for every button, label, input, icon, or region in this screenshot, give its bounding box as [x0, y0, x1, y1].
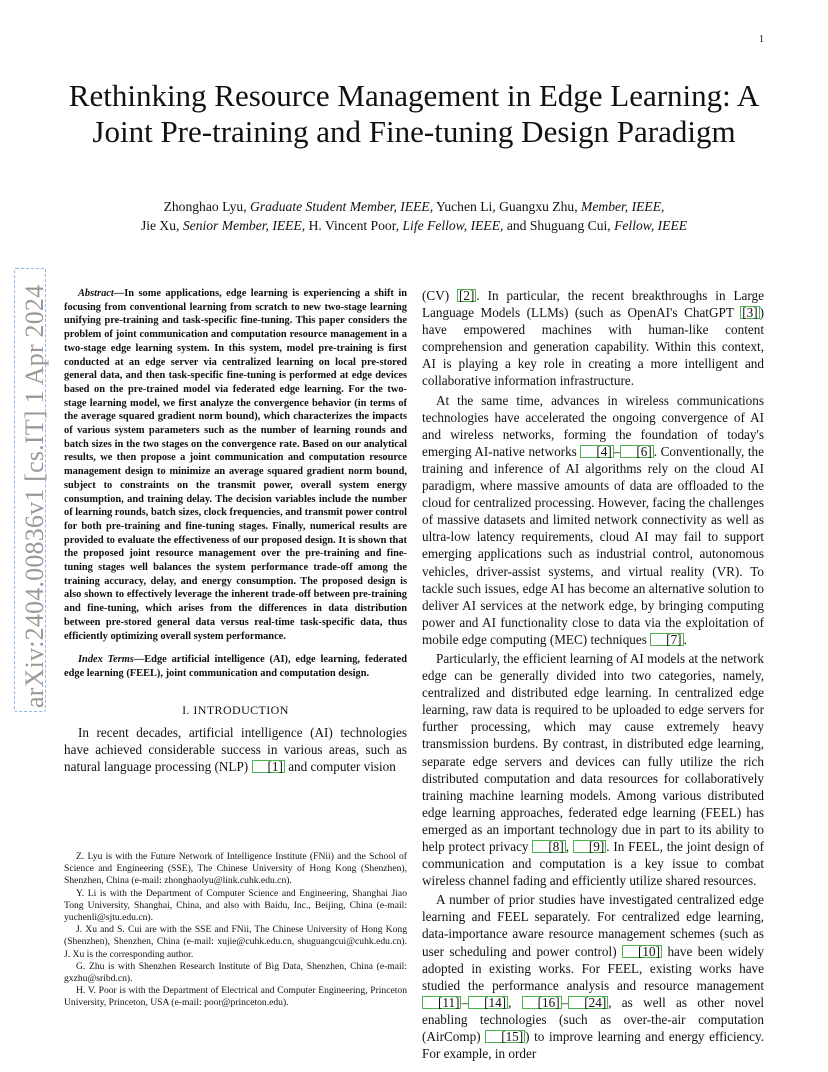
section-number: I.	[182, 702, 194, 717]
abstract-text: —In some applications, edge learning is experiencing a shift in focusing from conventional learning from scratch to new two-stage learning unifying pre-training and task-specific fine-tuning. This paper considers the problem of joint communication and computation resource management in a two-stage edge learning system. In this system, model pre-training is first conducted at an edge server via centralized learning on local pre-stored general data, and then task-specific fine-tuning is performed at edge devices based on the pre-trained model via federated edge learning. For the two-stage learning model, we first analyze the convergence behavior (in terms of the average squared gradient norm bound), which characterizes the impacts of various system parameters such as the number of learning rounds and batch sizes in the two stages on the convergence rate. Based on our analytical results, we then propose a joint communication and computation resource management design to minimize an average squared gradient norm bound, subject to constraints on the transmit power, overall system energy consumption, and training delay. The decision variables include the number of learning rounds, batch sizes, clock frequencies, and transmit power control for both pre-training and fine-tuning stages. Finally, numerical results are provided to evaluate the effectiveness of our proposed design. It is shown that the proposed joint resource management over the pre-training and fine-tuning stages well balances the system performance trade-off among the training accuracy, delay, and energy consumption. The proposed design is also shown to effectively leverage the inherent trade-off between pre-training and fine-tuning, which arises from the differences in data distribution between pre-stored general data versus real-time task-specific data, thus efficiently optimizing overall system performance.	[64, 288, 407, 642]
citation-link[interactable]: [6]	[620, 445, 653, 458]
author-role: Graduate Student Member, IEEE,	[250, 199, 434, 214]
section-heading	[64, 703, 407, 718]
abstract	[64, 287, 407, 643]
body-paragraph: At the same time, advances in wireless communications technologies have accelerated the ongoing convergence of AI and wireless networks, forming the foundation of today's emerging AI-native networks [4] – [6] . Conventionally, the training and inference of AI algorithms rely on the cloud AI paradigm, where massive amounts of data are offloaded to the cloud for centralized processing. However, facing the challenges of massive datasets and limited network connectivity as well as ultra-low latency requirements, cloud AI may fail to support emerging applications such as industrial control, autonomous vehicles, driver-assist systems, and virtual reality (VR). To tackle such issues, edge AI has become an alternative solution to deliver AI services at the network edge, by bringing computing power and AI functionality close to data via the exploitation of mobile edge computing (MEC) techniques [7] .	[422, 392, 764, 647]
footnote: H. V. Poor is with the Department of Electrical and Computer Engineering, Princeton University, Princeton, USA (e-mail: poor@princeton.edu).	[64, 985, 407, 1009]
footnote: G. Zhu is with Shenzhen Research Institute of Big Data, Shenzhen, China (e-mail: gxzhu@sribd.cn).	[64, 960, 407, 985]
page-number: 1	[759, 34, 764, 45]
paper-title: Rethinking Resource Management in Edge Learning: A Joint Pre-training and Fine-tuning Design Paradigm	[68, 78, 760, 149]
intro-paragraph: In recent decades, artificial intelligence (AI) technologies have achieved considerable success in various areas, such as natural language processing (NLP) [1] and computer vision	[64, 724, 407, 774]
citation-link[interactable]: [4]	[580, 445, 613, 458]
citation-link[interactable]: [3]	[742, 305, 758, 321]
author-xu: Jie Xu,	[140, 218, 183, 233]
body-paragraph: Particularly, the efficient learning of AI models at the network edge can be generally divided into two categories, namely, centralized and distributed edge learning. In centralized edge learning, raw data is required to be uploaded to edge servers for further processing, which may cause extremely heavy transmission burdens. By contrast, in distributed edge learning, separate edge servers and devices can fully utilize the rich distributed computation and data resources for collaboratively training machine learning models. Among various distributed edge learning approaches, federated edge learning (FEEL) has emerged as an important technology due in part to its ability to help protect privacy [8] , [9] . In FEEL, the joint design of communication and computation is a key issue to combat wireless channel fading and efficiently utilize shared resources.	[422, 650, 764, 889]
author-role: Fellow, IEEE	[614, 218, 688, 233]
abstract-lead: Abstract	[78, 288, 114, 299]
author-list	[60, 197, 768, 235]
citation-link[interactable]: [14]	[468, 996, 508, 1009]
citation-link[interactable]: [9]	[573, 840, 606, 853]
author-role: Member, IEEE,	[581, 199, 665, 214]
index-terms-lead: Index Terms	[78, 654, 134, 666]
right-column	[422, 287, 764, 1062]
citation-link[interactable]: [1]	[252, 760, 285, 773]
citation-link[interactable]: [7]	[650, 633, 683, 646]
citation-link[interactable]: [2]	[459, 288, 475, 303]
author-cui: and Shuguang Cui,	[503, 218, 615, 233]
footnote: J. Xu and S. Cui are with the SSE and FNii, The Chinese University of Hong Kong (Shenzhen), Shenzhen, China (e-mail: xujie@cuhk.edu.cn, shuguangcui@cuhk.edu.cn). J. Xu is the corresponding author.	[64, 924, 407, 960]
footnote: Z. Lyu is with the Future Network of Intelligence Institute (FNii) and the School of Science and Engineering (SSE), The Chinese University of Hong Kong (Shenzhen), Shenzhen, China (e-mail: zhonghaolyu@link.cuhk.edu.cn).	[64, 851, 407, 887]
citation-link[interactable]: [11]	[422, 996, 461, 1009]
citation-link[interactable]: [8]	[532, 840, 565, 853]
body-paragraph: (CV) [2] . In particular, the recent breakthroughs in Large Language Models (LLMs) (such as OpenAI's ChatGPT [3] ) have empowered machines with human-like content comprehension and generation capability. Within this context, AI is playing a key role in creating a more intelligent and collaborative information infrastructure.	[422, 288, 764, 389]
citation-link[interactable]: [16]	[522, 996, 562, 1009]
author-role: Life Fellow, IEEE,	[402, 218, 504, 233]
author-role: Senior Member, IEEE,	[182, 218, 306, 233]
citation-link[interactable]: [24]	[568, 996, 608, 1009]
index-terms	[64, 653, 407, 680]
author-lyu: Zhonghao Lyu,	[163, 199, 251, 214]
footnote: Y. Li is with the Department of Computer Science and Engineering, Shanghai Jiao Tong University, Shanghai, China, and also with Baidu, Inc., Beijing, China (e-mail: yuchenli@sjtu.edu.cn).	[64, 887, 407, 924]
index-terms-text: —Edge artificial intelligence (AI), edge learning, federated edge learning (FEEL), joint communication and computation design.	[64, 654, 407, 679]
arxiv-stamp[interactable]: arXiv:2404.00836v1 [cs.IT] 1 Apr 2024	[20, 284, 49, 708]
author-li-zhu: Yuchen Li, Guangxu Zhu,	[433, 199, 582, 214]
author-poor: H. Vincent Poor,	[305, 218, 403, 233]
citation-link[interactable]: [10]	[622, 945, 662, 958]
footnotes	[64, 851, 407, 1010]
section-title: INTRODUCTION	[193, 702, 289, 717]
citation-link[interactable]: [15]	[485, 1030, 525, 1043]
body-paragraph: A number of prior studies have investigated centralized edge learning and FEEL separately. For centralized edge learning, data-importance aware resource management schemes (such as user scheduling and power control) [10] have been widely adopted in existing works. For FEEL, existing works have studied the performance analysis and resource management [11] – [14] , [16] – [24] , as well as other novel enabling technologies (such as over-the-air computation (AirComp) [15] ) to improve learning and energy efficiency. For example, in order	[422, 892, 765, 1062]
left-column	[64, 287, 407, 775]
